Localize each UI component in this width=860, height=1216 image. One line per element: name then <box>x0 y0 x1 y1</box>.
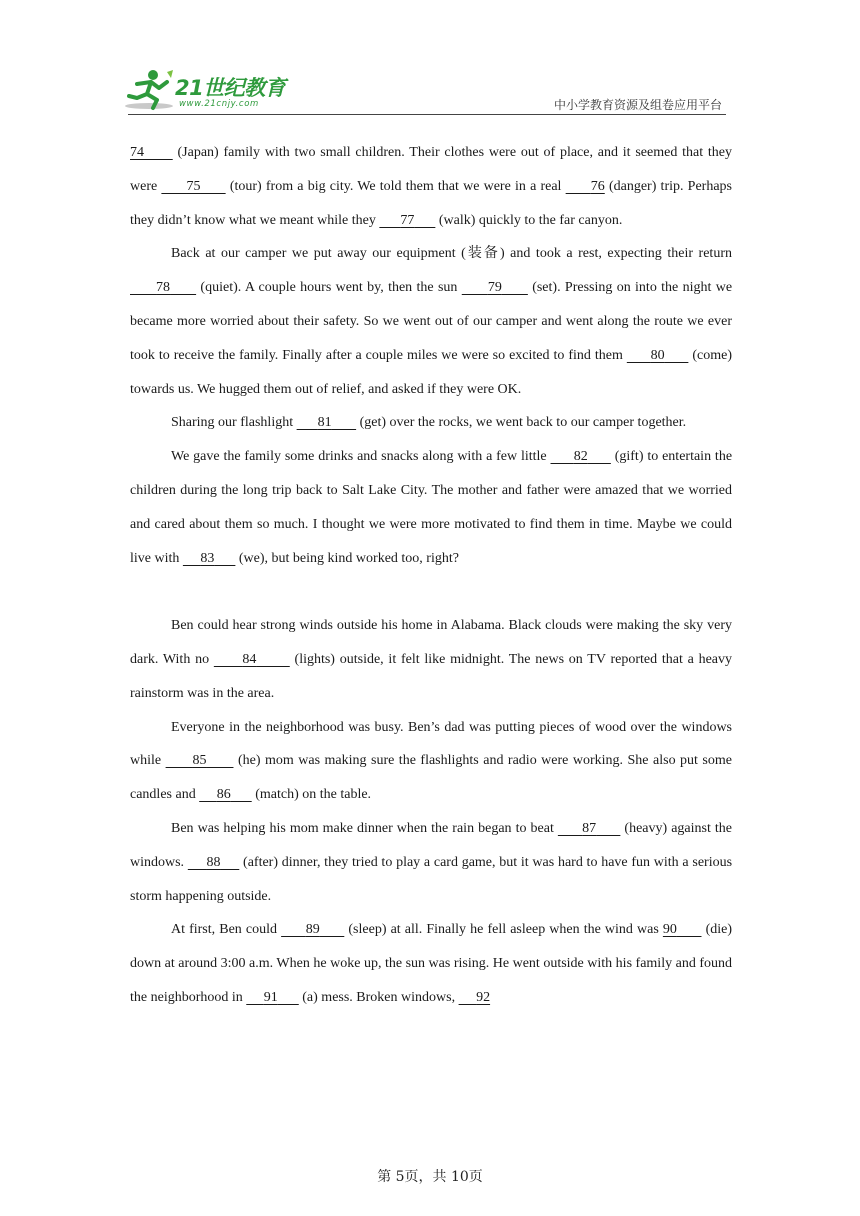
document-body <box>130 136 732 1015</box>
text: (match) on the table. <box>251 787 372 803</box>
blank-80: 80 <box>650 347 665 363</box>
text: (walk) quickly to the far canyon. <box>435 212 623 228</box>
text: Sharing our flashlight <box>171 415 297 431</box>
blank-87: 87 <box>582 820 597 836</box>
header-divider <box>128 114 726 115</box>
paragraph-2 <box>130 237 732 406</box>
text: (lights) outside, it felt like midnight. The news on TV reported that a heavy rainstorm was in the area. <box>130 651 733 701</box>
blank-88: 88 <box>206 854 221 870</box>
blank-83: 83 <box>200 550 215 566</box>
blank-76: 76 <box>590 178 605 194</box>
text: (die) down at around 3:00 a.m. When he woke up, the sun was rising. He went outside with his family and found the neighborhood in <box>130 922 733 1005</box>
page-number: 第 5页，共 10页 <box>377 1169 483 1185</box>
text: Everyone in the neighborhood was busy. Ben’s dad was putting pieces of wood over the windows while <box>130 719 732 769</box>
blank-92: 92 <box>476 989 491 1005</box>
text: (gift) to entertain the children during the long trip back to Salt Lake City. The mother and father were amazed that we worried and cared about them so much. I thought we were more motivated to find them in time. Maybe we could live with <box>130 449 733 566</box>
text: (a) mess. Broken windows, <box>298 989 459 1005</box>
text: (quiet). A couple hours went by, then the sun <box>196 280 462 296</box>
text: Ben was helping his mom make dinner when the rain began to beat <box>171 820 558 836</box>
text: (sleep) at all. Finally he fell asleep when the wind was <box>344 922 663 938</box>
blank-78: 78 <box>156 280 171 296</box>
paragraph-1 <box>130 136 732 237</box>
blank-82: 82 <box>573 449 588 465</box>
site-logo[interactable] <box>123 68 303 118</box>
paragraph-7 <box>130 812 732 913</box>
paragraph-4 <box>130 440 732 575</box>
text: (get) over the rocks, we went back to our camper together. <box>356 415 687 431</box>
blank-91: 91 <box>263 989 278 1005</box>
blank-85: 85 <box>192 753 207 769</box>
text: (we), but being kind worked too, right? <box>235 550 459 566</box>
text: At first, Ben could <box>171 922 282 938</box>
text: (tour) from a big city. We told them that we were in a real <box>225 178 566 194</box>
blank-90: 90 <box>662 922 677 938</box>
blank-81: 81 <box>317 415 332 431</box>
blank-77: 77 <box>400 212 415 228</box>
logo-text: 21世纪教育 <box>175 76 286 100</box>
text: (heavy) against the windows. <box>130 820 733 870</box>
text: (Japan) family with two small children. Their clothes were out of place, and it seemed that they were <box>130 145 732 194</box>
running-figure-icon <box>123 68 175 112</box>
blank-84: 84 <box>242 651 257 667</box>
text: (he) mom was making sure the flashlights and radio were working. She also put some candles and <box>130 753 732 803</box>
logo-url: www.21cnjy.com <box>179 99 259 109</box>
text: (after) dinner, they tried to play a card game, but it was hard to have fun with a serious storm happening outside. <box>130 854 733 904</box>
page-header <box>0 0 860 120</box>
text: We gave the family some drinks and snacks along with a few little <box>171 449 551 465</box>
paragraph-3 <box>130 406 732 440</box>
text: Back at our camper we put away our equipment (装备) and took a rest, expecting their return <box>171 246 732 262</box>
blank-75: 75 <box>186 178 201 194</box>
text: (danger) trip. Perhaps they didn’t know what we meant while they <box>130 178 733 228</box>
blank-79: 79 <box>487 280 502 296</box>
header-platform-text: 中小学教育资源及组卷应用平台 <box>553 98 722 112</box>
blank-74: 74 <box>130 145 144 160</box>
paragraph-8 <box>130 913 732 1014</box>
blank-89: 89 <box>305 922 320 938</box>
text: Ben could hear strong winds outside his home in Alabama. Black clouds were making the sky very dark. With no <box>130 618 732 667</box>
paragraph-6 <box>130 711 732 812</box>
paragraph-5 <box>130 609 732 710</box>
text: (come) towards us. We hugged them out of relief, and asked if they were OK. <box>130 347 732 397</box>
blank-86: 86 <box>216 787 231 803</box>
text: (set). Pressing on into the night we became more worried about their safety. So we went out of our camper and went along the route we ever took to receive the family. Finally after a couple miles we were so excited to find them <box>130 280 733 363</box>
passage-gap <box>130 575 732 609</box>
